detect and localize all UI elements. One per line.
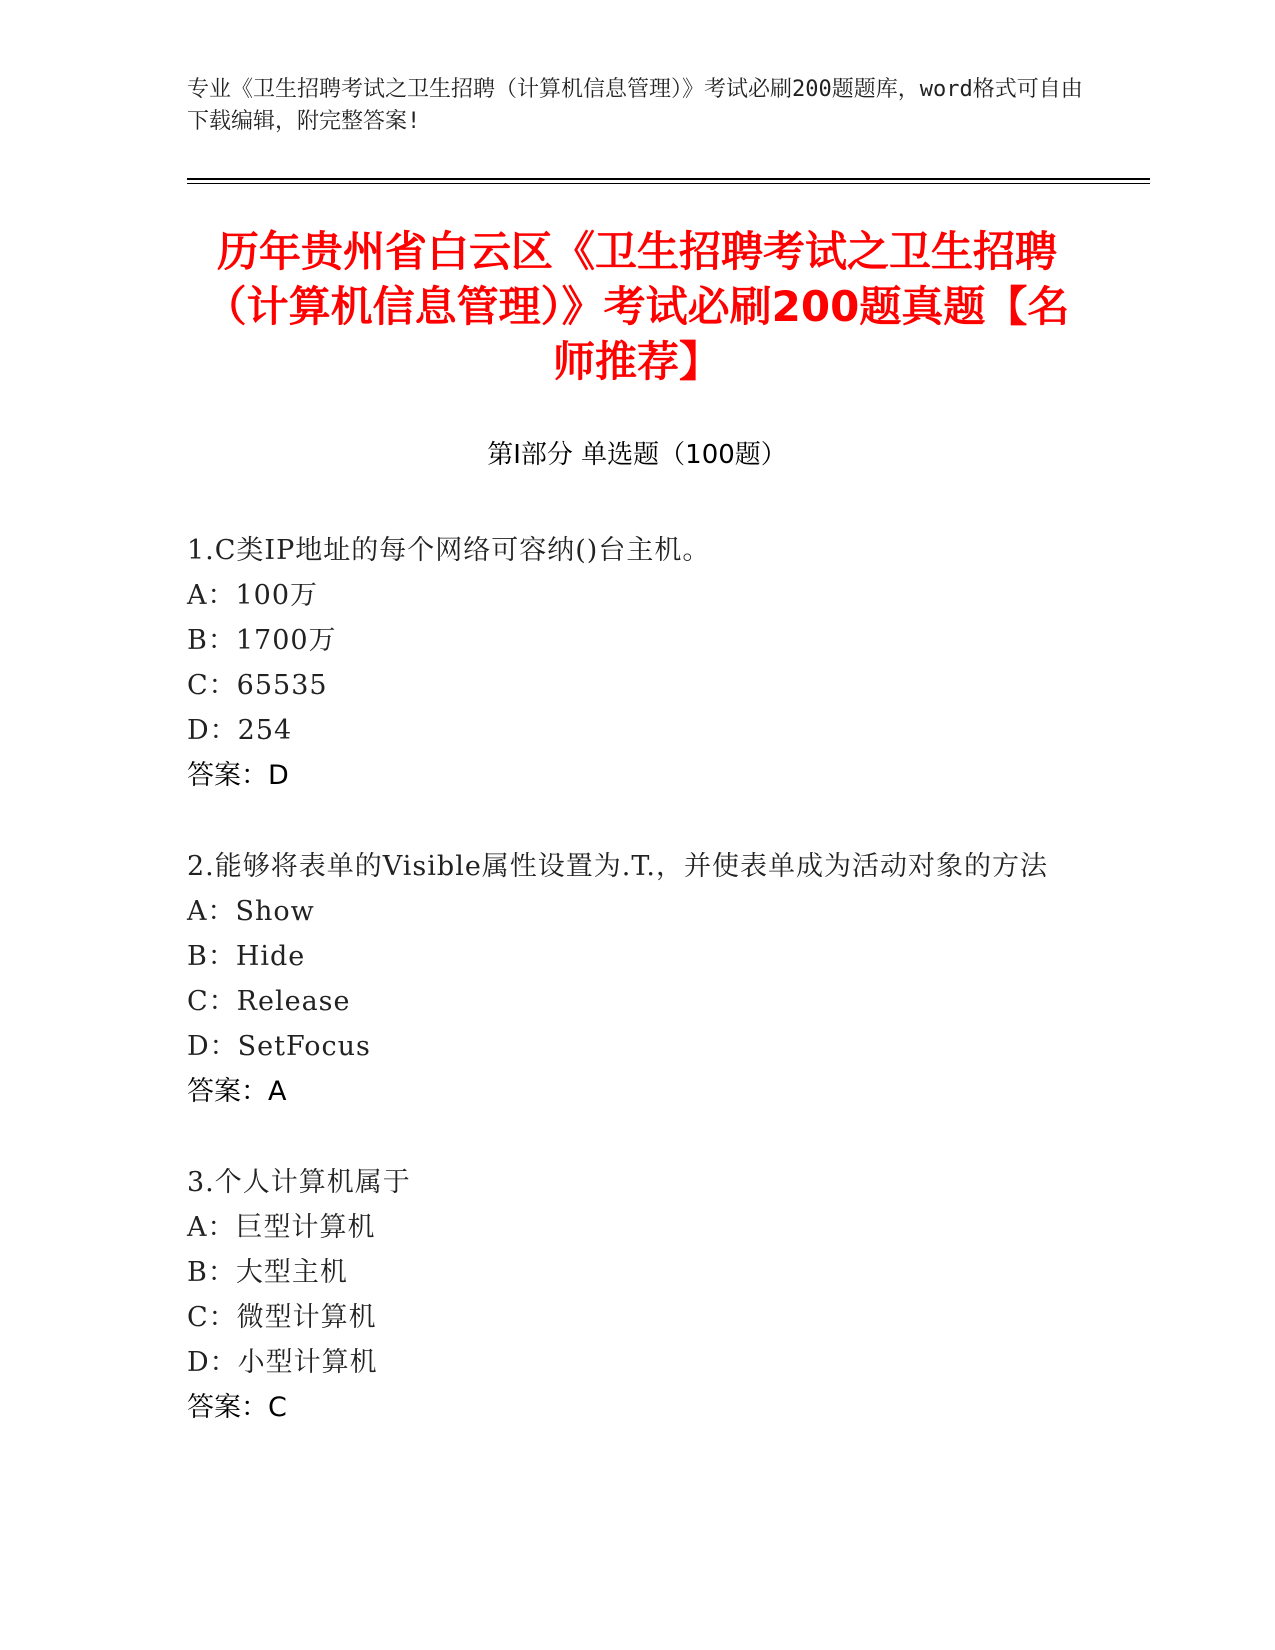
option-b: B：1700万: [187, 625, 337, 656]
header-note: 专业《卫生招聘考试之卫生招聘（计算机信息管理）》考试必刷200题题库，word格式可自由下载编辑，附完整答案!: [187, 77, 1083, 134]
question-2: [187, 844, 1087, 1114]
question-stem: 3.个人计算机属于: [187, 1167, 411, 1198]
question-1: [187, 528, 1087, 798]
option-a: A：100万: [187, 580, 319, 611]
option-c: C：Release: [187, 986, 351, 1017]
answer-line: 答案：C: [187, 1392, 287, 1423]
question-list: [187, 528, 1087, 1476]
option-d: D：小型计算机: [187, 1347, 378, 1378]
answer-line: 答案：A: [187, 1076, 287, 1107]
answer-line: 答案：D: [187, 760, 289, 791]
option-d: D：254: [187, 715, 293, 746]
option-d: D：SetFocus: [187, 1031, 371, 1062]
option-a: A：巨型计算机: [187, 1212, 376, 1243]
header-divider-thick: [187, 178, 1150, 180]
option-b: B：大型主机: [187, 1257, 348, 1288]
option-c: C：65535: [187, 670, 328, 701]
header-divider-thin: [187, 183, 1150, 184]
document-title: 历年贵州省白云区《卫生招聘考试之卫生招聘（计算机信息管理）》考试必刷200题真题【名师推荐】: [204, 227, 1070, 386]
option-a: A：Show: [187, 896, 315, 927]
question-stem: 2.能够将表单的Visible属性设置为.T.，并使表单成为活动对象的方法: [187, 851, 1049, 882]
section-heading: 第Ⅰ部分 单选题（100题）: [487, 440, 787, 470]
option-c: C：微型计算机: [187, 1302, 377, 1333]
question-stem: 1.C类IP地址的每个网络可容纳()台主机。: [187, 535, 711, 566]
option-b: B：Hide: [187, 941, 306, 972]
question-3: [187, 1160, 1087, 1430]
